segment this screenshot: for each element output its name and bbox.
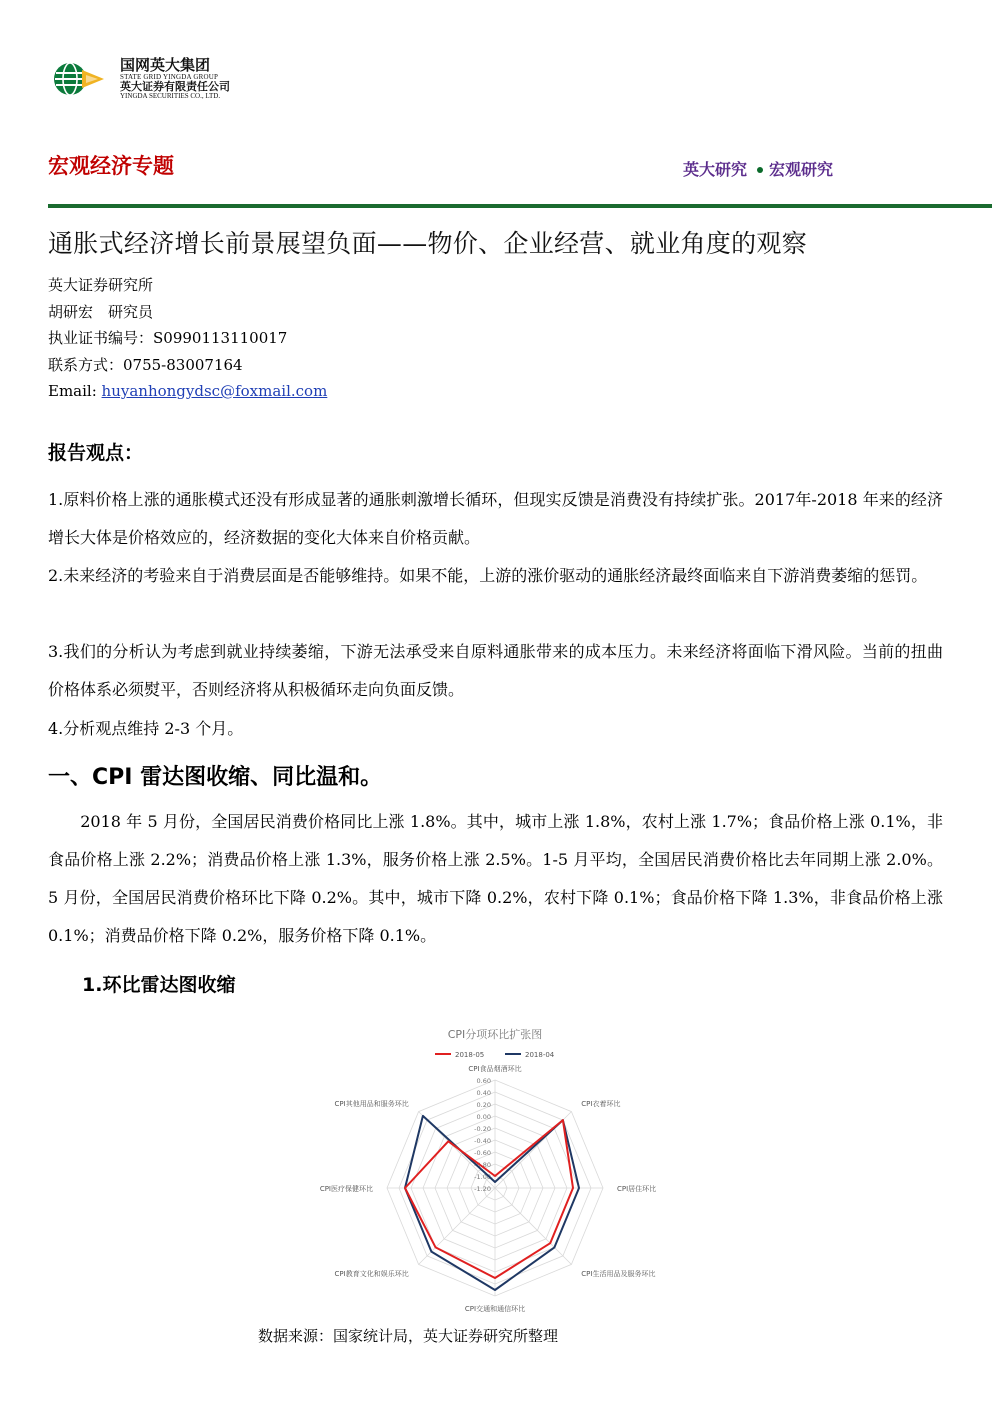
tick-label: -0.20 (474, 1125, 491, 1133)
tick-label: -0.60 (474, 1149, 491, 1157)
grid-spoke (419, 1188, 495, 1264)
author-org: 英大证券研究所 (48, 276, 154, 294)
radar-chart (280, 1020, 710, 1320)
brand-left: 英大研究 (683, 160, 748, 179)
point-2: 2.未来经济的考验来自于消费层面是否能够维持。如果不能，上游的涨价驱动的通胀经济最终面临来自下游消费萎缩的惩罚。 (48, 566, 928, 585)
report-title: 通胀式经济增长前景展望负面——物价、企业经营、就业角度的观察 (48, 229, 808, 258)
tick-label: -0.80 (474, 1161, 491, 1169)
header-divider (48, 204, 992, 208)
series-line (405, 1116, 579, 1290)
author-email-row (48, 378, 327, 405)
email-link[interactable]: huyanhongydsc@foxmail.com (101, 382, 328, 400)
bullet-dot-icon (757, 167, 763, 173)
point-4: 4.分析观点维持 2-3 个月。 (48, 719, 244, 738)
logo-group-name: 国网英大集团 (120, 56, 211, 74)
author-cert: 执业证书编号：S0990113110017 (48, 329, 288, 347)
category-label: CPI居住环比 (617, 1185, 657, 1193)
point-3: 3.我们的分析认为考虑到就业持续萎缩，下游无法承受来自原料通胀带来的成本压力。未来经济将面临下滑风险。当前的扭曲价格体系必须熨平，否则经济将从积极循环走向负面反馈。 (48, 642, 943, 699)
logo-company-name-en: YINGDA SECURITIES CO., LTD. (120, 91, 221, 100)
logo-company-name: 英大证券有限责任公司 (120, 80, 230, 94)
tick-label: -1.00 (474, 1173, 491, 1181)
tick-label: -1.20 (474, 1185, 491, 1193)
legend-label: 2018-04 (525, 1051, 555, 1059)
category-label: CPI衣着环比 (581, 1100, 621, 1109)
tick-label: -0.40 (474, 1137, 491, 1145)
category-label: CPI其他用品和服务环比 (334, 1100, 409, 1109)
author-info (48, 272, 327, 405)
logo-group-name-en: STATE GRID YINGDA GROUP (120, 72, 219, 81)
research-brand (683, 157, 833, 180)
state-grid-logo-icon (52, 61, 112, 97)
logo-text (120, 58, 230, 100)
radar-chart-svg (280, 1020, 710, 1320)
tick-label: 0.00 (476, 1113, 491, 1121)
author-contact: 联系方式：0755-83007164 (48, 355, 243, 374)
legend-label: 2018-05 (455, 1051, 485, 1059)
category-label: CPI交通和通信环比 (464, 1305, 526, 1313)
chart-title: CPI分项环比扩张图 (447, 1028, 543, 1041)
point-1: 1.原料价格上涨的通胀模式还没有形成显著的通胀刺激增长循环，但现实反馈是消费没有持续扩张。2017年-2018 年来的经济增长大体是价格效应的，经济数据的变化大体来自价格贡献。 (48, 490, 943, 547)
data-source: 数据来源：国家统计局，英大证券研究所整理 (258, 1327, 559, 1345)
company-logo (52, 58, 230, 100)
category-label: CPI教育文化和娱乐环比 (334, 1269, 409, 1278)
report-category: 宏观经济专题 (48, 154, 174, 178)
email-label: Email: (48, 382, 102, 400)
category-label: CPI医疗保健环比 (319, 1185, 373, 1193)
tick-label: 0.20 (476, 1101, 491, 1109)
brand-right: 宏观研究 (769, 160, 834, 179)
author-name: 胡研宏 研究员 (48, 302, 154, 321)
category-label: CPI食品烟酒环比 (468, 1065, 522, 1073)
category-label: CPI生活用品及服务环比 (581, 1269, 656, 1278)
tick-label: 0.60 (476, 1077, 491, 1085)
tick-label: 0.40 (476, 1089, 491, 1097)
points-heading: 报告观点： (48, 442, 144, 464)
subsection-heading: 1.环比雷达图收缩 (82, 974, 236, 996)
section-heading: 一、CPI 雷达图收缩、同比温和。 (48, 765, 383, 790)
section-body: 2018 年 5 月份，全国居民消费价格同比上涨 1.8%。其中，城市上涨 1.8%，农村上涨 1.7%；食品价格上涨 0.1%，非食品价格上涨 2.2%；消费品价格上涨 1.3%，服务价格上涨 2.5%。1-5 月平均，全国居民消费价格比去年同期上涨 2.0%。5 月份，全国居民消费价格环比下降 0.2%。其中，城市下降 0.2%，农村下降 0.1%；食品价格下降 1.3%，非食品价格上涨 0.1%；消费品价格下降 0.2%，服务价格下降 0.1%。 (48, 812, 943, 945)
